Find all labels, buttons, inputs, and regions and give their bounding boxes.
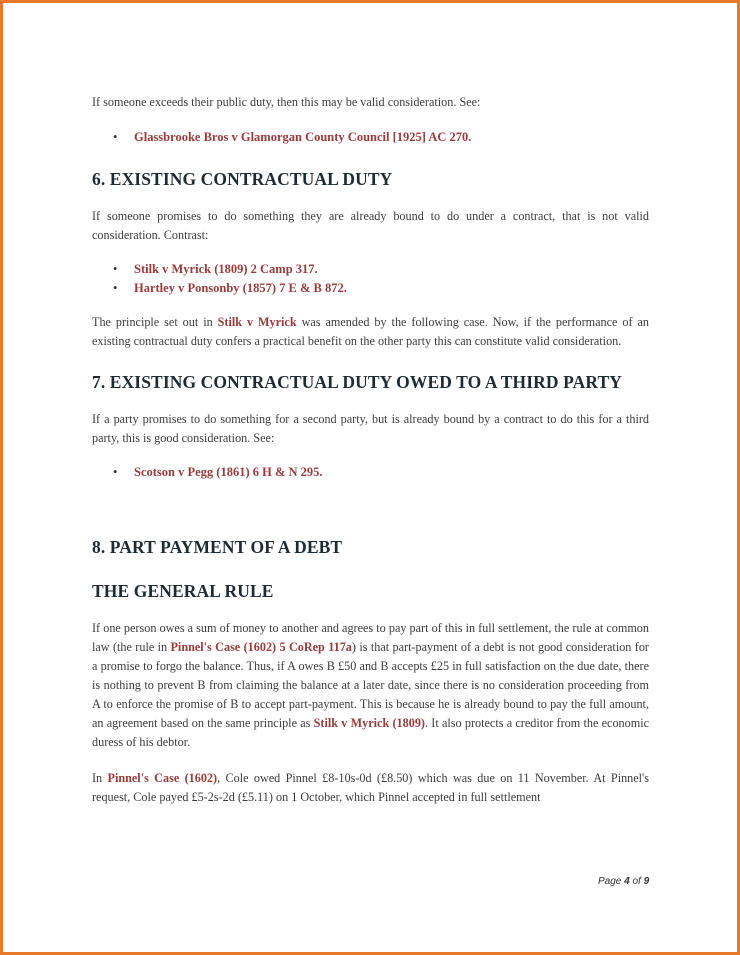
- case-citation: Scotson v Pegg (1861) 6 H & N 295.: [134, 465, 323, 479]
- intro-paragraph: If someone exceeds their public duty, then this may be valid consideration. See:: [92, 95, 481, 109]
- case-reference: Pinnel's Case (1602): [107, 771, 218, 785]
- section8-paragraph-2: In Pinnel's Case (1602), Cole owed Pinnel £8-10s-0d (£8.50) which was due on 11 November. At Pinnel's request, Cole payed £5-2s-2d (£5.11) on 1 October, which Pinnel accepted in full settlement: [92, 771, 649, 804]
- section6-paragraph-2: The principle set out in Stilk v Myrick was amended by the following case. Now, if the performance of an existing contractual duty confers a practical benefit on the other party this can constitute valid consideration.: [92, 315, 650, 348]
- section-heading-7: 7. EXISTING CONTRACTUAL DUTY OWED TO A THIRD PARTY: [92, 372, 622, 392]
- page-number: Page 4 of 9: [598, 876, 650, 887]
- case-reference: Stilk v Myrick: [217, 315, 297, 329]
- case-reference: Pinnel's Case (1602) 5 CoRep 117a: [170, 640, 352, 654]
- list-item: [92, 128, 649, 147]
- list-item: [92, 463, 649, 482]
- case-reference: Stilk v Myrick (1809): [313, 716, 425, 730]
- document-page: [92, 93, 649, 807]
- subheading-general-rule: THE GENERAL RULE: [92, 581, 274, 601]
- section7-case-list: [92, 463, 649, 482]
- section6-case-list: [92, 260, 649, 298]
- case-citation: Hartley v Ponsonby (1857) 7 E & B 872.: [134, 281, 347, 295]
- section-heading-8: 8. PART PAYMENT OF A DEBT: [92, 537, 343, 557]
- list-item: [92, 279, 649, 298]
- bullet-icon: •: [113, 465, 118, 479]
- section6-paragraph: If someone promises to do something they are already bound to do under a contract, that is not valid consideration. Contrast:: [92, 209, 649, 242]
- section7-paragraph: If a party promises to do something for a second party, but is already bound by a contract to do this for a third party, this is good consideration. See:: [92, 412, 649, 445]
- case-citation: Glassbrooke Bros v Glamorgan County Council [1925] AC 270.: [134, 130, 472, 144]
- list-item: [92, 260, 649, 279]
- bullet-icon: •: [113, 130, 118, 144]
- section-heading-6: 6. EXISTING CONTRACTUAL DUTY: [92, 169, 393, 189]
- case-citation: Stilk v Myrick (1809) 2 Camp 317.: [134, 262, 318, 276]
- bullet-icon: •: [113, 262, 118, 276]
- section8-paragraph-1: If one person owes a sum of money to another and agrees to pay part of this in full settlement, the rule at common law (the rule in Pinnel's Case (1602) 5 CoRep 117a) is that part-payment of a debt is not good consideration for a promise to forgo the balance. Thus, if A owes B £50 and B accepts £25 in full satisfaction on the due date, there is nothing to prevent B from claiming the balance at a later date, since there is no consideration proceeding from A to enforce the promise of B to accept part-payment. This is because he is already bound to pay the full amount, an agreement based on the same principle as Stilk v Myrick (1809). It also protects a creditor from the economic duress of his debtor.: [92, 621, 650, 749]
- bullet-icon: •: [113, 281, 118, 295]
- intro-case-list: [92, 128, 649, 147]
